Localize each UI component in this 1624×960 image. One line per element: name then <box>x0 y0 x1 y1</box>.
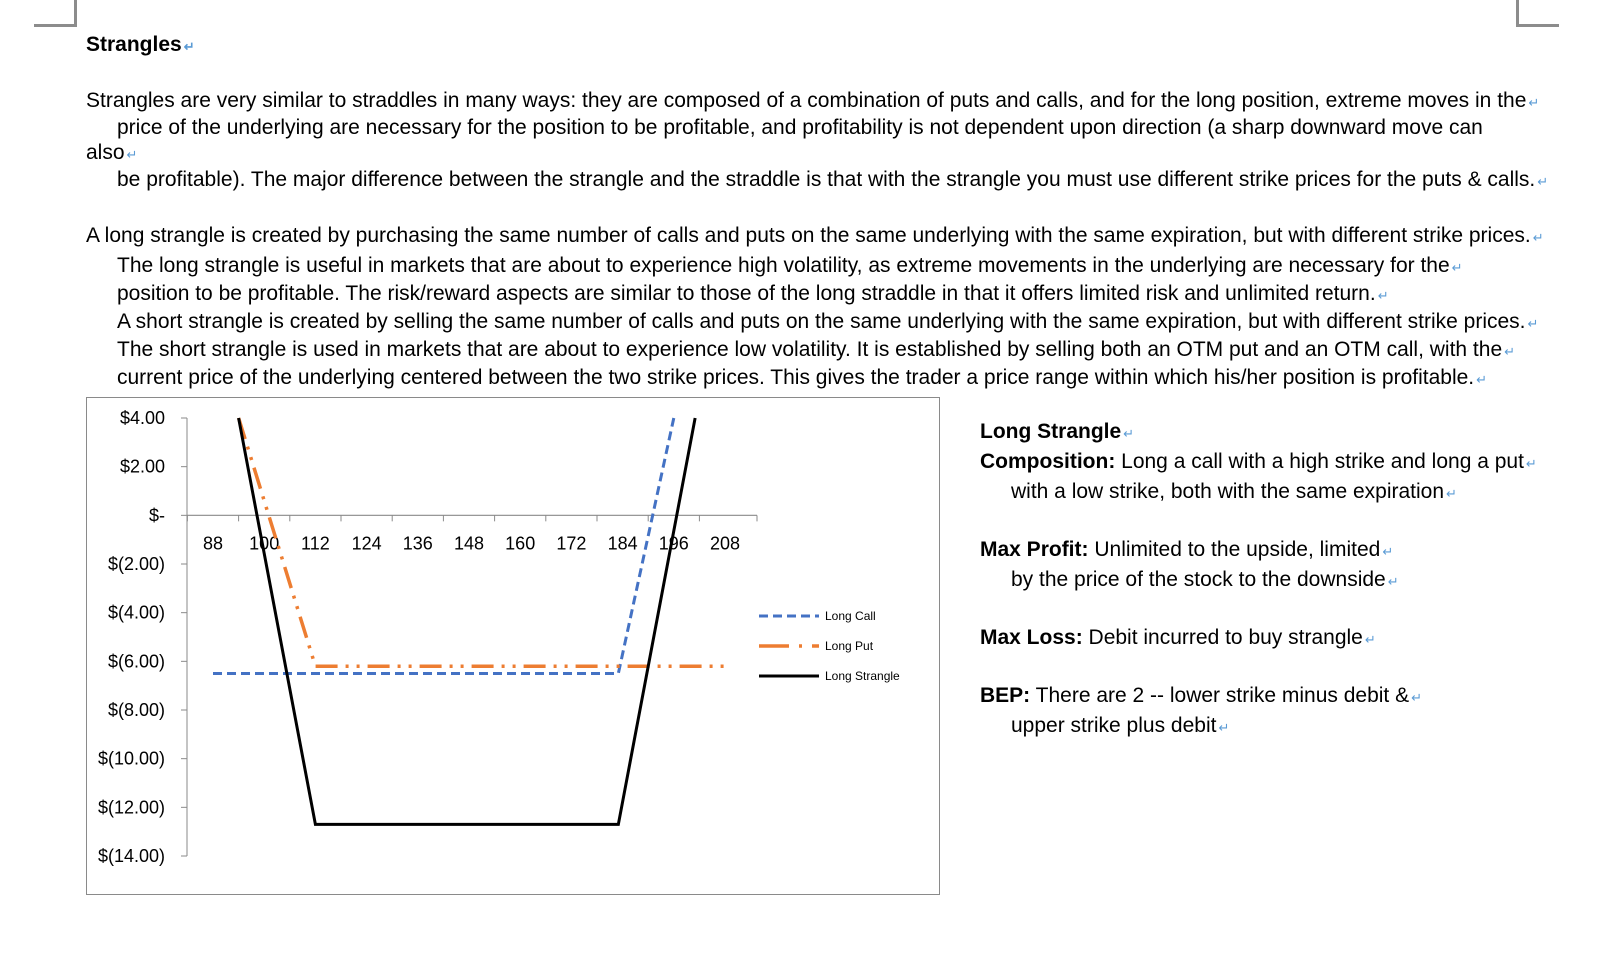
paragraph1-line1: Strangles are very similar to straddles in many ways: they are composed of a combination of puts and calls, and for the long position, extreme moves in the ↵ <box>86 89 1540 112</box>
y-tick-label: $- <box>148 505 165 526</box>
paragraph2-line2: The long strangle is useful in markets that are about to experience high volatility, as extreme movements in the underlying are necessary for the ↵ <box>117 254 1463 277</box>
paragraph-mark-icon: ↵ <box>1387 574 1399 589</box>
paragraph-mark-icon: ↵ <box>1377 288 1389 303</box>
x-tick-label: 196 <box>658 533 689 554</box>
crop-mark-top-left <box>34 0 77 27</box>
y-tick-label: $(4.00) <box>107 602 165 623</box>
max-loss-line: Max Loss: Debit incurred to buy strangle ↵ <box>980 626 1376 649</box>
x-tick-label: 148 <box>453 533 485 554</box>
paragraph-mark-icon: ↵ <box>1446 486 1457 501</box>
paragraph-mark-icon: ↵ <box>1411 690 1423 705</box>
x-tick-label: 88 <box>202 533 224 554</box>
y-tick-label: $(8.00) <box>107 700 165 720</box>
paragraph-mark-icon: ↵ <box>1537 174 1549 189</box>
crop-mark-top-right <box>1516 0 1559 27</box>
paragraph-mark-icon: ↵ <box>183 39 195 54</box>
paragraph2-line1: A long strangle is created by purchasing the same number of calls and puts on the same underlying with the same expiration, but with different strike prices. ↵ <box>86 224 1544 247</box>
x-tick-label: 100 <box>249 533 280 554</box>
bep-line2: upper strike plus debit ↵ <box>1011 714 1230 737</box>
paragraph-mark-icon: ↵ <box>1123 426 1135 441</box>
paragraph-mark-icon: ↵ <box>1528 95 1540 110</box>
x-tick-label: 172 <box>556 533 587 554</box>
paragraph1-line4: be profitable). The major difference between the strangle and the straddle is that with the strangle you must use different strike prices for the puts & calls. ↵ <box>117 168 1549 191</box>
max-profit-line2: by the price of the stock to the downside ↵ <box>1011 568 1399 591</box>
legend-label-long-strangle: Long Strangle <box>825 669 900 683</box>
y-tick-label: $4.00 <box>119 408 165 428</box>
series-line-long-call <box>213 418 674 674</box>
x-tick-label: 208 <box>709 533 741 554</box>
y-tick-label: $(14.00) <box>97 846 165 866</box>
bep-line1: BEP: There are 2 -- lower strike minus debit & ↵ <box>980 684 1423 707</box>
composition-line1: Composition: Long a call with a high strike and long a put ↵ <box>980 450 1537 473</box>
composition-line2: with a low strike, both with the same expiration ↵ <box>1011 480 1457 503</box>
payoff-chart <box>86 397 940 895</box>
paragraph-mark-icon: ↵ <box>1364 632 1376 647</box>
paragraph1-line3: also ↵ <box>86 141 138 164</box>
y-tick-label: $(10.00) <box>97 748 165 769</box>
legend-label-long-call: Long Call <box>825 609 876 623</box>
max-profit-line1: Max Profit: Unlimited to the upside, limited ↵ <box>980 538 1394 561</box>
summary-title: Long Strangle ↵ <box>980 420 1135 443</box>
y-tick-label: $(6.00) <box>107 651 165 672</box>
y-tick-label: $(12.00) <box>97 797 165 818</box>
paragraph-mark-icon: ↵ <box>1504 344 1516 359</box>
paragraph2-line4: A short strangle is created by selling the same number of calls and puts on the same underlying with the same expiration, but with different strike prices. ↵ <box>117 310 1539 333</box>
paragraph2-line6: current price of the underlying centered between the two strike prices. This gives the trader a price range within which his/her position is profitable. ↵ <box>117 366 1488 389</box>
paragraph-mark-icon: ↵ <box>1382 544 1394 559</box>
heading <box>86 32 195 60</box>
y-tick-label: $(2.00) <box>107 554 165 574</box>
paragraph-mark-icon: ↵ <box>1476 372 1488 387</box>
paragraph-mark-icon: ↵ <box>1532 230 1544 245</box>
paragraph-mark-icon: ↵ <box>1218 720 1230 735</box>
paragraph2-line5: The short strangle is used in markets that are about to experience low volatility. It is established by selling both an OTM put and an OTM call, with the ↵ <box>117 338 1516 361</box>
x-tick-label: 112 <box>301 533 330 554</box>
paragraph2-line3: position to be profitable. The risk/reward aspects are similar to those of the long straddle in that it offers limited risk and unlimited return. ↵ <box>117 282 1389 305</box>
x-tick-label: 160 <box>505 533 536 554</box>
x-tick-label: 124 <box>351 533 382 554</box>
series-line-long-strangle <box>239 418 696 824</box>
payoff-chart-svg <box>87 398 941 896</box>
x-tick-label: 184 <box>607 533 638 554</box>
heading-text: Strangles <box>86 33 182 56</box>
x-tick-label: 136 <box>402 533 433 554</box>
y-tick-label: $2.00 <box>119 456 165 477</box>
paragraph1-line2: price of the underlying are necessary for the position to be profitable, and profitability is not dependent upon direction (a sharp downward move can <box>117 116 1483 139</box>
strategy-summary <box>980 418 1537 742</box>
legend-label-long-put: Long Put <box>825 639 874 653</box>
paragraph-mark-icon: ↵ <box>126 147 138 162</box>
paragraph-mark-icon: ↵ <box>1527 316 1539 331</box>
paragraph-mark-icon: ↵ <box>1451 260 1463 275</box>
paragraph-mark-icon: ↵ <box>1525 456 1537 471</box>
